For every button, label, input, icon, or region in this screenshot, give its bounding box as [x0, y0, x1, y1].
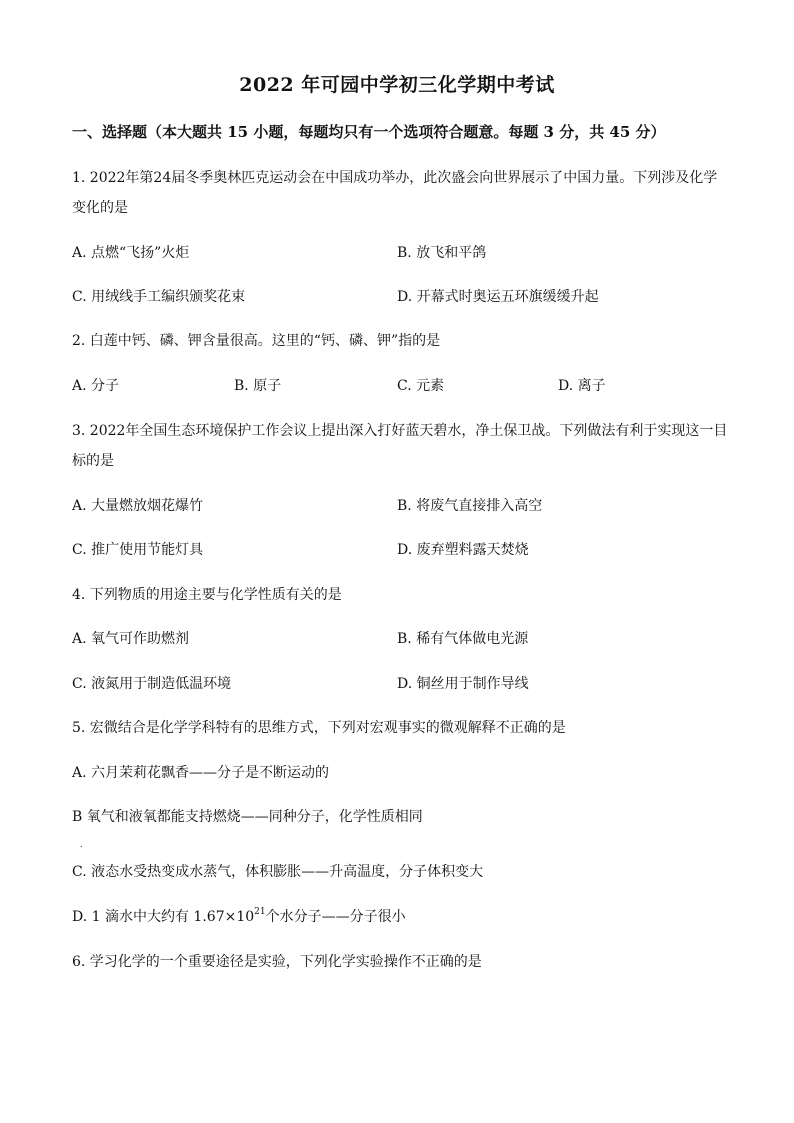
question-3-option-d: D. 废弃塑料露天焚烧 [397, 542, 529, 558]
question-1-stem-line-2: 变化的是 [72, 200, 128, 216]
question-3-option-a: A. 大量燃放烟花爆竹 [72, 498, 204, 514]
question-3-option-c: C. 推广使用节能灯具 [72, 542, 204, 558]
question-5-stem: 5. 宏微结合是化学学科特有的思维方式，下列对宏观事实的微观解释不正确的是 [72, 720, 566, 736]
option-d-text-after: 个水分子——分子很小 [265, 909, 406, 925]
question-1-stem-line-1: 1. 2022年第24届冬季奥林匹克运动会在中国成功举办，此次盛会向世界展示了中国力量。下列涉及化学 [72, 170, 718, 186]
page-title: 2022 年可园中学初三化学期中考试 [239, 74, 555, 96]
question-1-option-b: B. 放飞和平鸽 [397, 245, 487, 261]
question-6-stem: 6. 学习化学的一个重要途径是实验，下列化学实验操作不正确的是 [72, 954, 482, 970]
question-4-option-d: D. 铜丝用于制作导线 [397, 676, 529, 692]
question-3-stem-line-2: 标的是 [72, 453, 114, 469]
question-2-option-c: C. 元素 [397, 378, 445, 394]
stray-dot: . [80, 840, 83, 849]
option-d-text-before: D. 1 滴水中大约有 1.67×10 [72, 909, 255, 925]
question-4-option-a: A. 氧气可作助燃剂 [72, 631, 190, 647]
question-3-option-b: B. 将废气直接排入高空 [397, 498, 543, 514]
question-2-option-a: A. 分子 [72, 378, 120, 394]
section-heading: 一、选择题（本大题共 15 小题，每题均只有一个选项符合题意。每题 3 分，共 45 分） [72, 123, 666, 141]
question-4-stem: 4. 下列物质的用途主要与化学性质有关的是 [72, 587, 342, 603]
question-1-option-a: A. 点燃“飞扬”火炬 [72, 245, 190, 261]
question-3-stem-line-1: 3. 2022年全国生态环境保护工作会议上提出深入打好蓝天碧水，净土保卫战。下列做法有利于实现这一目 [72, 423, 728, 439]
question-5-option-c: C. 液态水受热变成水蒸气，体积膨胀——升高温度，分子体积变大 [72, 864, 484, 880]
question-2-stem: 2. 白莲中钙、磷、钾含量很高。这里的“钙、磷、钾”指的是 [72, 333, 441, 349]
question-5-option-d [72, 907, 406, 927]
option-d-exponent: 21 [254, 907, 266, 918]
question-1-option-d: D. 开幕式时奥运五环旗缓缓升起 [397, 289, 599, 305]
question-1-option-c: C. 用绒线手工编织颁奖花束 [72, 289, 246, 305]
question-2-option-b: B. 原子 [234, 378, 282, 394]
question-5-option-a: A. 六月茉莉花飘香——分子是不断运动的 [72, 765, 330, 781]
question-5-option-b: B 氧气和液氧都能支持燃烧——同种分子，化学性质相同 [72, 809, 423, 825]
question-4-option-c: C. 液氮用于制造低温环境 [72, 676, 232, 692]
question-4-option-b: B. 稀有气体做电光源 [397, 631, 529, 647]
question-2-option-d: D. 离子 [558, 378, 606, 394]
